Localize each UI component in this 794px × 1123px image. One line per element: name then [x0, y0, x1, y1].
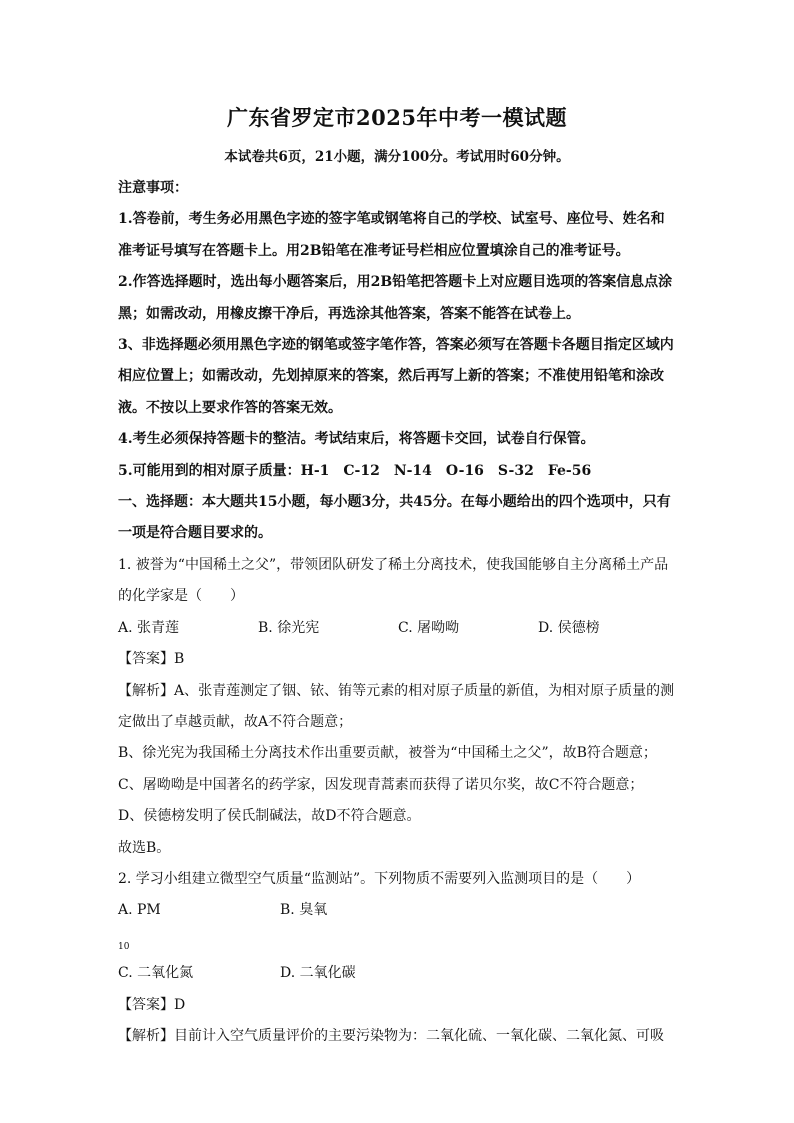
page-subtitle: 本试卷共6页，21小题，满分100分。考试用时60分钟。 — [224, 149, 570, 165]
question-1-answer: 【答案】B — [118, 651, 185, 668]
option-a: A. 张青莲 — [118, 619, 180, 636]
note-item-5: 5.可能用到的相对原子质量：H-1 C-12 N-14 O-16 S-32 Fe-56 — [118, 462, 592, 479]
note-item-4: 4.考生必须保持答题卡的整洁。考试结束后，将答题卡交回，试卷自行保管。 — [118, 431, 595, 448]
page-title: 广东省罗定市2025年中考一模试题 — [227, 105, 567, 130]
note-item-3: 3、非选择题必须用黑色字迹的钢笔或签字笔作答，答案必须写在答题卡各题目指定区域内相应位置上；如需改动，先划掉原来的答案，然后再写上新的答案；不准使用铅笔和涂改液。不按以上要求作答的答案无效。 — [118, 337, 674, 416]
question-2-answer: 【答案】D — [118, 996, 186, 1013]
question-1-analysis-3: C、屠呦呦是中国著名的药学家，因发现青蒿素而获得了诺贝尔奖，故C不符合题意； — [118, 776, 644, 793]
question-1-analysis-2: B、徐光宪为我国稀土分离技术作出重要贡献，被誉为“中国稀土之父”，故B符合题意； — [118, 745, 657, 762]
note-item-2: 2.作答选择题时，选出每小题答案后，用2B铅笔把答题卡上对应题目选项的答案信息点涂黑；如需改动，用橡皮擦干净后，再选涂其他答案，答案不能答在试卷上。 — [118, 274, 673, 322]
question-2-options-row-1 — [118, 895, 678, 958]
question-1-analysis-4: D、侯德榜发明了侯氏制碱法，故D不符合题意。 — [118, 808, 421, 825]
option-b: B. 臭氧 — [280, 902, 328, 919]
question-2-options-row-2 — [118, 958, 678, 989]
option-a-text: A. PM — [118, 902, 161, 919]
question-1-stem: 1. 被誉为“中国稀土之父”，带领团队研发了稀土分离技术，使我国能够自主分离稀土产品的化学家是（ ） — [118, 556, 669, 605]
question-1-options — [118, 613, 678, 644]
notes-heading: 注意事项： — [118, 180, 188, 196]
option-c: C. 屠呦呦 — [398, 619, 460, 636]
question-2-analysis: 【解析】目前计入空气质量评价的主要污染物为：二氧化硫、一氧化碳、二氧化氮、可吸 — [118, 1027, 664, 1044]
option-a-subscript: 10 — [118, 941, 130, 952]
option-d: D. 侯德榜 — [538, 619, 600, 636]
option-b: B. 徐光宪 — [258, 619, 320, 636]
section-heading: 一、选择题：本大题共15小题，每小题3分，共45分。在每小题给出的四个选项中，只有一项是符合题目要求的。 — [118, 494, 671, 542]
document-body — [118, 173, 678, 1052]
option-c: C. 二氧化氮 — [118, 965, 194, 982]
option-a — [118, 895, 280, 958]
note-item-1: 1.答卷前，考生务必用黑色字迹的签字笔或钢笔将自己的学校、试室号、座位号、姓名和准考证号填写在答题卡上。用2B铅笔在准考证号栏相应位置填涂自己的准考证号。 — [118, 211, 665, 259]
question-2-stem: 2. 学习小组建立微型空气质量“监测站”。下列物质不需要列入监测项目的是（ ） — [118, 870, 641, 887]
option-d: D. 二氧化碳 — [280, 965, 356, 982]
question-1-conclusion: 故选B。 — [118, 839, 171, 856]
question-1-analysis-1: 【解析】A、张青莲测定了铟、铱、铕等元素的相对原子质量的新值，为相对原子质量的测定做出了卓越贡献，故A不符合题意； — [118, 682, 675, 730]
